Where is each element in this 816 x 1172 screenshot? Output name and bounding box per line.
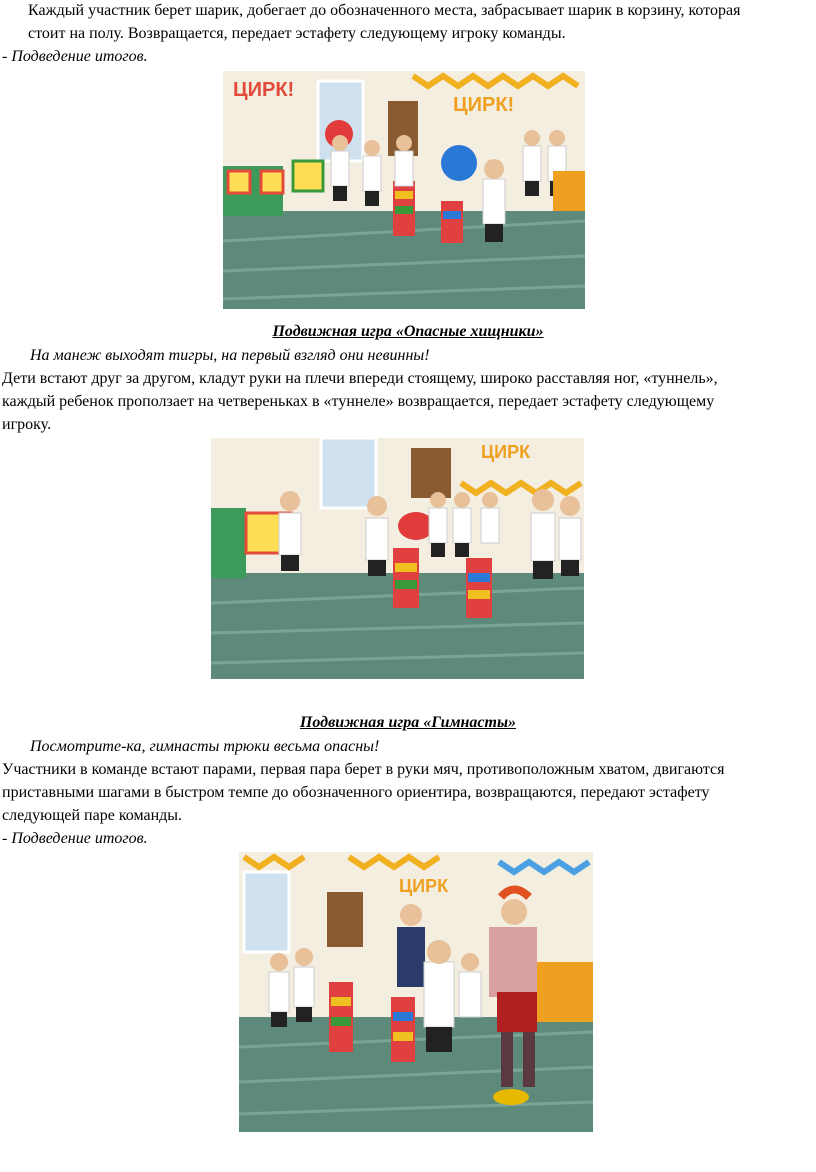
paragraph-line: каждый ребенок проползает на четвереньках в «туннеле» возвращается, передает эстафету следующему <box>2 393 715 410</box>
section-title: Подвижная игра «Гимнасты» <box>299 714 517 731</box>
paragraph-line: Каждый участник берет шарик, добегает до обозначенного места, забрасывает шарик в корзину, которая <box>28 2 741 19</box>
summary-line: - Подведение итогов. <box>2 830 148 847</box>
photo-gymnasts-game <box>239 852 593 1132</box>
banner-text: ЦИРК! <box>453 94 515 116</box>
section-title: Подвижная игра «Опасные хищники» <box>272 323 544 340</box>
paragraph-line: Участники в команде встают парами, первая пара берет в руки мяч, противоположным хватом, двигаются <box>2 761 725 778</box>
banner-text: ЦИРК <box>399 876 449 896</box>
paragraph-line: игроку. <box>2 416 52 433</box>
verse-line: На манеж выходят тигры, на первый взгляд они невинны! <box>30 347 430 364</box>
paragraph-line: следующей паре команды. <box>2 807 183 824</box>
photo-predators-game <box>211 438 584 679</box>
paragraph-line: стоит на полу. Возвращается, передает эстафету следующему игроку команды. <box>28 25 566 42</box>
paragraph-line: приставными шагами в быстром темпе до обозначенного ориентира, возвращаются, передают эстафету <box>2 784 710 801</box>
paragraph-line: Дети встают друг за другом, кладут руки на плечи впереди стоящему, широко расставляя ног, «туннель», <box>2 370 718 387</box>
banner-text: ЦИРК! <box>233 79 295 101</box>
photo-ball-relay <box>223 71 585 309</box>
summary-line: - Подведение итогов. <box>2 48 148 65</box>
verse-line: Посмотрите-ка, гимнасты трюки весьма опасны! <box>30 738 380 755</box>
banner-text: ЦИРК <box>481 442 531 462</box>
